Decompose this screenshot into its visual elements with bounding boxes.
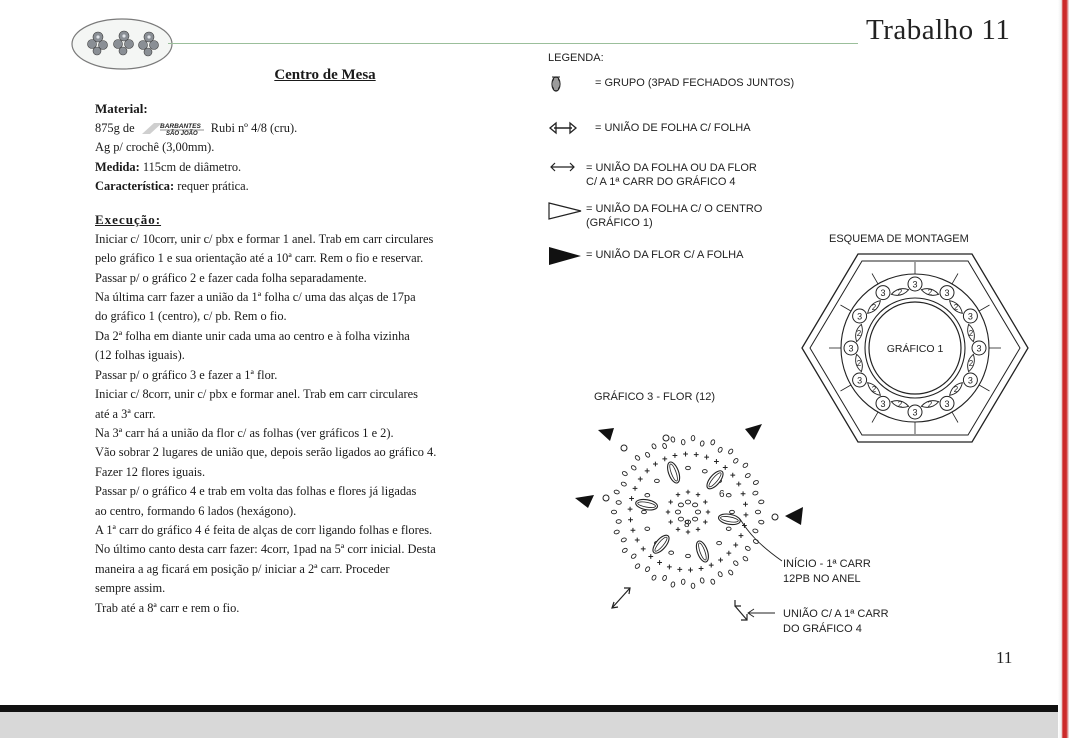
brand-name-line1: BARBANTES	[159, 122, 201, 130]
join-arrow-icon	[735, 600, 747, 620]
legend-item-label: = UNIÃO DE FOLHA C/ FOLHA	[595, 122, 751, 134]
legend-item-label: = GRUPO (3PAD FECHADOS JUNTOS)	[595, 77, 795, 89]
flower-chart-title: GRÁFICO 3 - FLOR (12)	[594, 391, 716, 403]
leaf-motif-label: 2	[927, 288, 933, 297]
legend-item-label: = UNIÃO DA FOLHA OU DA FLOR	[586, 162, 757, 174]
step-line: Passar p/ o gráfico 2 e fazer cada folha separadamente.	[95, 270, 367, 285]
flower-motif-label: 3	[857, 375, 863, 386]
legend-item-double-arrow	[548, 120, 848, 136]
brand-logo	[140, 121, 206, 137]
flower-motif-label: 3	[857, 311, 863, 322]
flower-motif-label: 3	[880, 398, 886, 409]
yarn-suffix: Rubi nº 4/8 (cru).	[210, 120, 298, 135]
feature-label: Característica:	[95, 179, 175, 194]
step-line: (12 folhas iguais).	[95, 348, 185, 363]
filled-triangle-icon	[785, 507, 803, 525]
flowers-logo-icon	[70, 17, 174, 71]
step-line: Trab até a 8ª carr e rem o fio.	[95, 600, 240, 615]
size-line	[95, 158, 555, 177]
pattern-title: Centro de Mesa	[274, 67, 376, 83]
feature-line	[95, 177, 555, 196]
flower-motif-label: 3	[976, 343, 982, 354]
flower-motif-label: 3	[848, 343, 854, 354]
step-line: Da 2ª folha em diante unir cada uma ao centro e à folha vizinha	[95, 328, 410, 343]
round-label: 8	[684, 519, 690, 530]
filled-triangle-icon	[548, 246, 584, 266]
leaf-motif-label: 2	[953, 303, 959, 312]
join-arrow-icon	[612, 588, 630, 608]
leaf-motif-label: 2	[927, 400, 933, 409]
page-right-edge	[1058, 0, 1069, 738]
step-line: Iniciar c/ 8corr, unir c/ pbx e formar anel. Trab em carr circulares	[95, 387, 418, 402]
step-line: Vão sobrar 2 lugares de união que, depois serão ligados ao gráfico 4.	[95, 445, 437, 460]
leaf-motif-label: 2	[856, 359, 862, 368]
join-note-line: DO GRÁFICO 4	[783, 623, 862, 635]
center-label: GRÁFICO 1	[886, 343, 944, 355]
page-bottom-band	[0, 712, 1069, 738]
double-arrow-icon	[548, 120, 584, 136]
legend-title: LEGENDA:	[548, 52, 604, 64]
legend-item-label: C/ A 1ª CARR DO GRÁFICO 4	[586, 176, 736, 188]
flower-motif-label: 3	[912, 279, 918, 290]
execution-steps	[95, 230, 555, 618]
material-heading: Material:	[95, 101, 148, 117]
step-line: Na 3ª carr há a união da flor c/ as folhas (ver gráficos 1 e 2).	[95, 425, 394, 440]
flower-chart	[570, 420, 820, 630]
filled-triangle-icon	[575, 495, 594, 508]
round-label: 6	[719, 489, 725, 500]
yarn-line	[95, 119, 555, 138]
step-line: ao centro, formando 6 lados (hexágono).	[95, 503, 297, 518]
flower-motif-label: 3	[912, 407, 918, 418]
step-line: do gráfico 1 (centro), c/ pb. Rem o fio.	[95, 309, 287, 324]
leaf-motif-label: 2	[856, 329, 862, 338]
leaf-motif-label: 2	[968, 329, 974, 338]
size-label: Medida:	[95, 159, 140, 174]
assembly-title: ESQUEMA DE MONTAGEM	[829, 233, 969, 245]
start-note-line: INÍCIO - 1ª CARR	[783, 558, 871, 570]
step-line: maneira a ag ficará em posição p/ iniciar a 2ª carr. Proceder	[95, 561, 390, 576]
filled-triangle-icon	[745, 424, 762, 440]
step-line: Passar p/ o gráfico 4 e trab em volta das folhas e flores já ligadas	[95, 484, 417, 499]
legend-item-label: = UNIÃO DA FLOR C/ A FOLHA	[586, 249, 744, 261]
outline-triangle-icon	[548, 201, 584, 221]
step-line: pelo gráfico 1 e sua orientação até a 10ª carr. Rem o fio e reservar.	[95, 251, 424, 266]
flower-motif-label: 3	[967, 311, 973, 322]
step-line: sempre assim.	[95, 581, 166, 596]
step-line: Passar p/ o gráfico 3 e fazer a 1ª flor.	[95, 367, 278, 382]
flower-motif-label: 3	[944, 398, 950, 409]
flower-motif-label: 3	[880, 288, 886, 299]
step-line: até a 3ª carr.	[95, 406, 156, 421]
join-note-line: UNIÃO C/ A 1ª CARR	[783, 608, 889, 620]
brand-name-line2: SÃO JOÃO	[165, 130, 198, 137]
execution-heading: Execução:	[95, 212, 162, 228]
flower-motif-label: 3	[967, 375, 973, 386]
assembly-diagram	[800, 250, 1030, 446]
filled-triangle-icon	[598, 428, 614, 441]
flower-motif-label: 3	[944, 288, 950, 299]
hook-line: Ag p/ crochê (3,00mm).	[95, 140, 215, 155]
leaf-motif-label: 2	[897, 400, 903, 409]
pattern-text	[95, 66, 555, 618]
leaf-motif-label: 2	[953, 385, 959, 394]
step-line: Iniciar c/ 10corr, unir c/ pbx e formar 1 anel. Trab em carr circulares	[95, 231, 434, 246]
leaf-motif-label: 2	[897, 288, 903, 297]
step-line: Fazer 12 flores iguais.	[95, 464, 206, 479]
legend-item-cluster	[548, 75, 848, 91]
step-line: Na última carr fazer a união da 1ª folha c/ uma das alças de 17pa	[95, 290, 416, 305]
start-note-line: 12PB NO ANEL	[783, 573, 861, 585]
step-line: A 1ª carr do gráfico 4 é feita de alças de corr ligando folhas e flores.	[95, 522, 433, 537]
header-rule	[168, 43, 858, 44]
leaf-motif-label: 2	[871, 303, 877, 312]
thin-double-arrow-icon	[548, 160, 584, 176]
yarn-prefix: 875g de	[95, 120, 135, 135]
step-line: No último canto desta carr fazer: 4corr, 1pad na 5ª corr inicial. Desta	[95, 542, 436, 557]
feature-value: requer prática.	[177, 179, 249, 194]
size-value: 115cm de diâmetro.	[142, 159, 242, 174]
page-number: 11	[996, 648, 1013, 667]
work-title: Trabalho 11	[866, 14, 1011, 46]
leaf-motif-label: 2	[871, 385, 877, 394]
legend-item-label: (GRÁFICO 1)	[586, 217, 653, 229]
legend-item-outline-triangle	[548, 201, 848, 231]
leaf-motif-label: 2	[968, 359, 974, 368]
cluster-icon	[548, 75, 584, 93]
legend-item-label: = UNIÃO DA FOLHA C/ O CENTRO	[586, 203, 763, 215]
flower-ring	[603, 435, 778, 589]
legend-item-thin-double-arrow	[548, 160, 848, 190]
